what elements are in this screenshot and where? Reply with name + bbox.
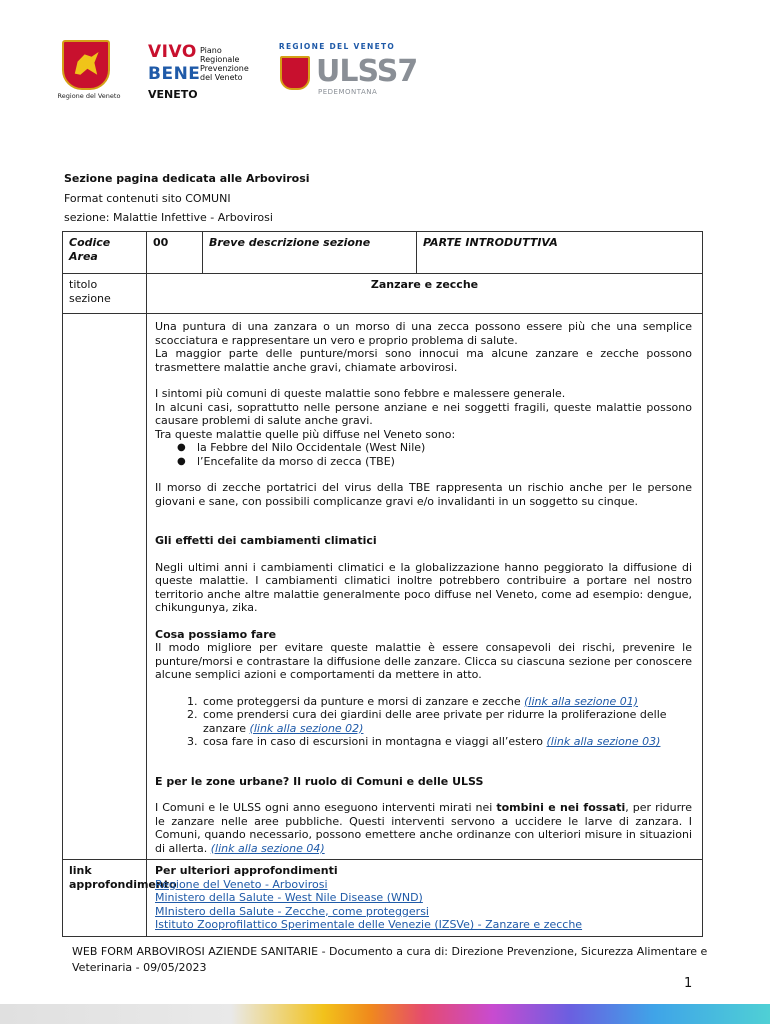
- ulss-name: ULSS7: [316, 54, 418, 89]
- list-item: ● la Febbre del Nilo Occidentale (West Nile): [181, 441, 692, 455]
- link-approfondimento-label: link approfondimento: [63, 860, 147, 937]
- page-number: 1: [684, 976, 693, 991]
- list-item: ● l’Encefalite da morso di zecca (TBE): [181, 455, 692, 469]
- section-line: sezione: Malattie Infettive - Arbovirosi: [64, 211, 273, 224]
- breve-descrizione-label: Breve descrizione sezione: [203, 232, 417, 274]
- vivo-veneto-word: VENETO: [148, 88, 198, 101]
- paragraph: La maggior parte delle punture/morsi sono innocui ma alcune zanzare e zecche possono trasmettere malattie anche gravi, chiamate arbovirosi.: [155, 347, 692, 374]
- link-sezione-04[interactable]: (link alla sezione 04): [210, 841, 325, 855]
- links-cell: [147, 860, 703, 937]
- disease-list: [155, 441, 692, 468]
- link-ministero-zecche[interactable]: MInistero della Salute - Zecche, come proteggersi: [155, 904, 429, 918]
- heading-zone-urbane: E per le zone urbane? Il ruolo di Comuni e delle ULSS: [155, 774, 484, 788]
- links-title: Per ulteriori approfondimenti: [155, 864, 338, 877]
- heading-effetti: Gli effetti dei cambiamenti climatici: [155, 534, 377, 547]
- paragraph: Una puntura di una zanzara o un morso di una zecca possono essere più che una semplice scocciatura e rappresentare un vero e proprio problema di salute.: [155, 320, 692, 347]
- vivo-word: VIVO: [148, 42, 197, 62]
- format-line: Format contenuti sito COMUNI: [64, 192, 231, 205]
- paragraph: Il modo migliore per evitare queste malattie è essere consapevoli dei rischi, prevenire le punture/morsi e contrastare la diffusione delle zanzare. Clicca su ciascuna sezione per conoscere alcune semplici azioni e comportamenti da mettere in atto.: [155, 641, 692, 681]
- veneto-logo-caption: Regione del Veneto: [57, 92, 121, 100]
- link-regione-veneto[interactable]: Regione del Veneto - Arbovirosi: [155, 877, 328, 891]
- titolo-sezione-label: titolo sezione: [63, 274, 147, 314]
- link-sezione-03[interactable]: (link alla sezione 03): [546, 735, 661, 748]
- steps-list: [155, 695, 692, 749]
- titolo-sezione-value: Zanzare e zecche: [147, 274, 703, 314]
- content-table: [62, 231, 703, 937]
- content-cell: [147, 314, 703, 860]
- breve-descrizione-value: PARTE INTRODUTTIVA: [417, 232, 703, 274]
- list-item: 2. come prendersi cura dei giardini delle aree private per ridurre la proliferazione delle zanzare (link alla sezione 02): [201, 708, 692, 735]
- ulss-header: REGIONE DEL VENETO: [278, 42, 396, 51]
- paragraph: I Comuni e le ULSS ogni anno eseguono interventi mirati nei tombini e nei fossati, per ridurre le zanzare nelle aree pubbliche. Questi interventi servono a uccidere le larve di zanzara. I Comuni, quando necessario, possono emettere anche ordinanze con ulteriori misure in situazioni di allerta. (link alla sezione 04): [155, 801, 692, 855]
- link-izsve[interactable]: Istituto Zooprofilattico Sperimentale delle Venezie (IZSVe) - Zanzare e zecche: [155, 918, 583, 931]
- vivo-bene-logo: [148, 44, 258, 102]
- bene-word: BENE: [148, 64, 201, 84]
- regione-veneto-logo: [52, 40, 126, 102]
- paragraph: Negli ultimi anni i cambiamenti climatici e la globalizzazione hanno peggiorato la diffusione di queste malattie. I cambiamenti climatici inoltre potrebbero contribuire a portare nel nostro territorio anche altre malattie generalmente poco diffuse nel Veneto, come ad esempio: dengue, chikungunya, zika.: [155, 560, 692, 614]
- footer-color-bar: [0, 1004, 770, 1024]
- link-ministero-west-nile[interactable]: Ministero della Salute - West Nile Disease (WND): [155, 891, 423, 904]
- footer-text: WEB FORM ARBOVIROSI AZIENDE SANITARIE - Documento a cura di: Direzione Prevenzione, Sicurezza Alimentare e Veterinaria - 09/05/2023: [72, 945, 708, 974]
- ulss7-logo: [276, 42, 418, 102]
- lion-icon: [72, 52, 100, 76]
- paragraph: In alcuni casi, soprattutto nelle persone anziane e nei soggetti fragili, queste malattie possono causare problemi di salute anche gravi.: [155, 400, 692, 427]
- list-item: 1. come proteggersi da punture e morsi di zanzare e zecche (link alla sezione 01): [201, 695, 692, 709]
- ulss-sub: PEDEMONTANA: [318, 88, 378, 96]
- link-sezione-01[interactable]: (link alla sezione 01): [524, 694, 639, 708]
- paragraph: I sintomi più comuni di queste malattie sono febbre e malessere generale.: [155, 387, 566, 400]
- paragraph: Il morso di zecche portatrici del virus della TBE rappresenta un rischio anche per le persone giovani e sane, con possibili complicanze gravi e/o invalidanti in un soggetto su cinque.: [155, 481, 692, 508]
- heading-cosa-fare: Cosa possiamo fare: [155, 627, 277, 641]
- ulss-shield-icon: [280, 56, 310, 90]
- list-item: 3. cosa fare in caso di escursioni in montagna e viaggi all’estero (link alla sezione 03): [201, 735, 692, 749]
- empty-label-cell: [63, 314, 147, 860]
- link-sezione-02[interactable]: (link alla sezione 02): [249, 721, 364, 735]
- veneto-shield-icon: [62, 40, 110, 90]
- vivo-side-text: Piano Regionale Prevenzione del Veneto: [200, 46, 249, 82]
- document-title: Sezione pagina dedicata alle Arbovirosi: [64, 172, 310, 185]
- codice-area-value: 00: [147, 232, 203, 274]
- codice-area-label: Codice Area: [63, 232, 147, 274]
- paragraph: Tra queste malattie quelle più diffuse nel Veneto sono:: [155, 427, 456, 441]
